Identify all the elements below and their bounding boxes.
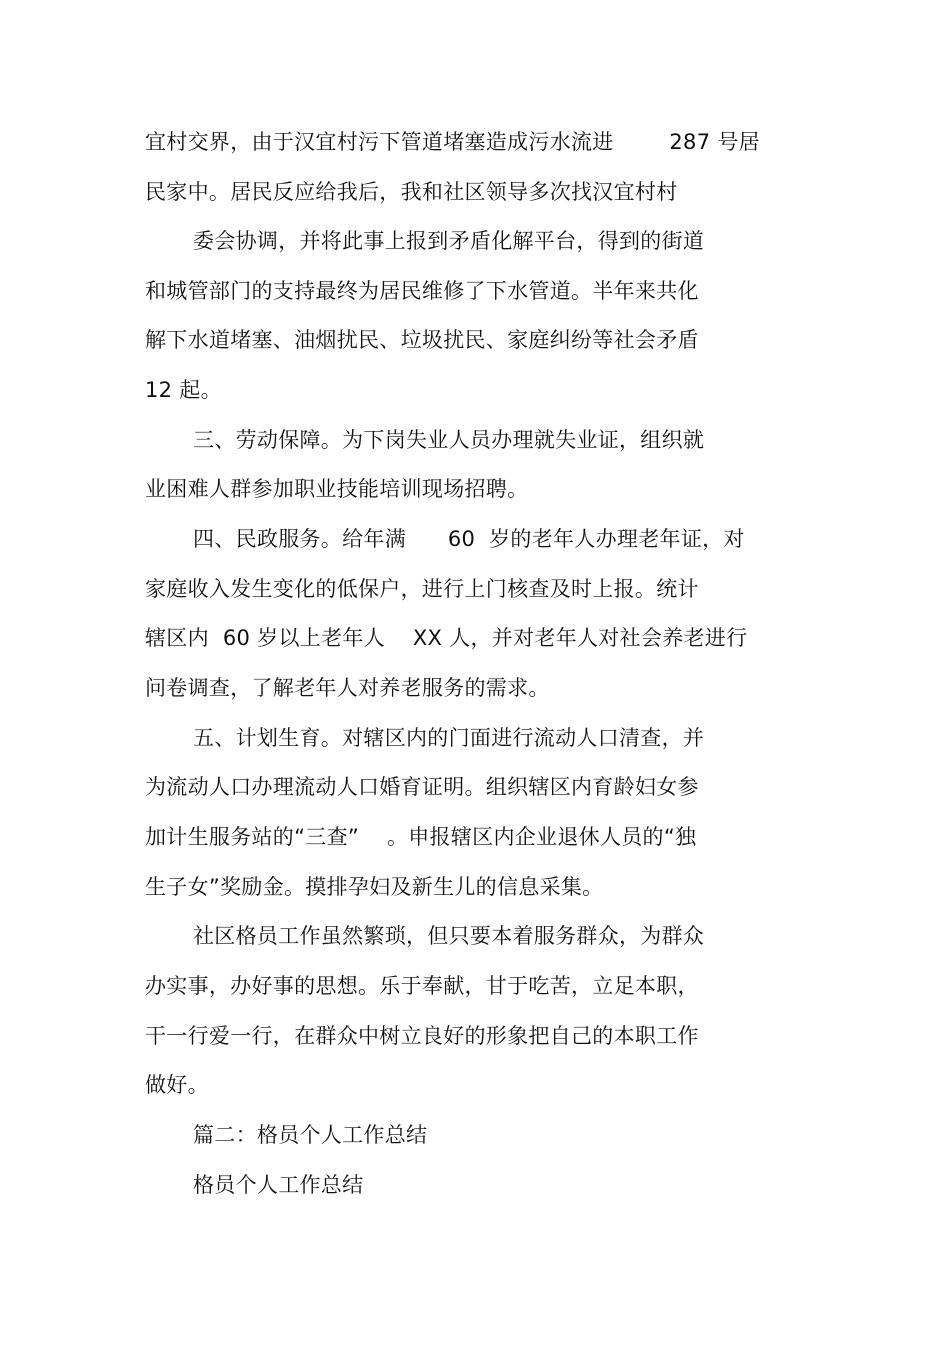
- section-heading-line: 四、民政服务。给年满 60 岁的老年人办理老年证，对: [193, 527, 745, 551]
- text-line: 办实事，办好事的思想。乐于奉献，甘于吃苦，立足本职，: [145, 974, 699, 998]
- text-line: 民家中。居民反应给我后，我和社区领导多次找汉宜村村: [145, 180, 678, 204]
- text-line: 业困难人群参加职业技能培训现场招聘。: [145, 477, 529, 501]
- text-line: 解下水道堵塞、油烟扰民、垃圾扰民、家庭纠纷等社会矛盾: [145, 328, 699, 352]
- text-line: 干一行爱一行，在群众中树立良好的形象把自己的本职工作: [145, 1024, 699, 1048]
- section-heading-line: 三、劳动保障。为下岗失业人员办理就失业证，组织就: [193, 428, 705, 452]
- text-line: 问卷调查，了解老年人对养老服务的需求。: [145, 676, 550, 700]
- chapter-heading: 篇二：格员个人工作总结: [193, 1123, 428, 1147]
- document-title: 格员个人工作总结: [193, 1173, 364, 1197]
- text-line: 委会协调，并将此事上报到矛盾化解平台，得到的街道: [193, 229, 705, 253]
- text-line: 生子女”奖励金。摸排孕妇及新生儿的信息采集。: [145, 875, 604, 899]
- text-line: 家庭收入发生变化的低保户，进行上门核查及时上报。统计: [145, 577, 699, 601]
- text-line: 宜村交界，由于汉宜村污下管道堵塞造成污水流进 287 号居: [145, 130, 760, 154]
- text-line: 做好。: [145, 1073, 209, 1097]
- text-line: 和城管部门的支持最终为居民维修了下水管道。半年来共化: [145, 279, 699, 303]
- text-line: 辖区内 60 岁以上老年人 XX 人，并对老年人对社会养老进行: [145, 626, 748, 650]
- text-line: 为流动人口办理流动人口婚育证明。组织辖区内育龄妇女参: [145, 775, 699, 799]
- section-heading-line: 五、计划生育。对辖区内的门面进行流动人口清查，并: [193, 726, 705, 750]
- text-line: 加计生服务站的“三查” 。申报辖区内企业退休人员的“独: [145, 825, 697, 849]
- text-line: 12 起。: [145, 378, 222, 402]
- text-line: 社区格员工作虽然繁琐，但只要本着服务群众，为群众: [193, 924, 705, 948]
